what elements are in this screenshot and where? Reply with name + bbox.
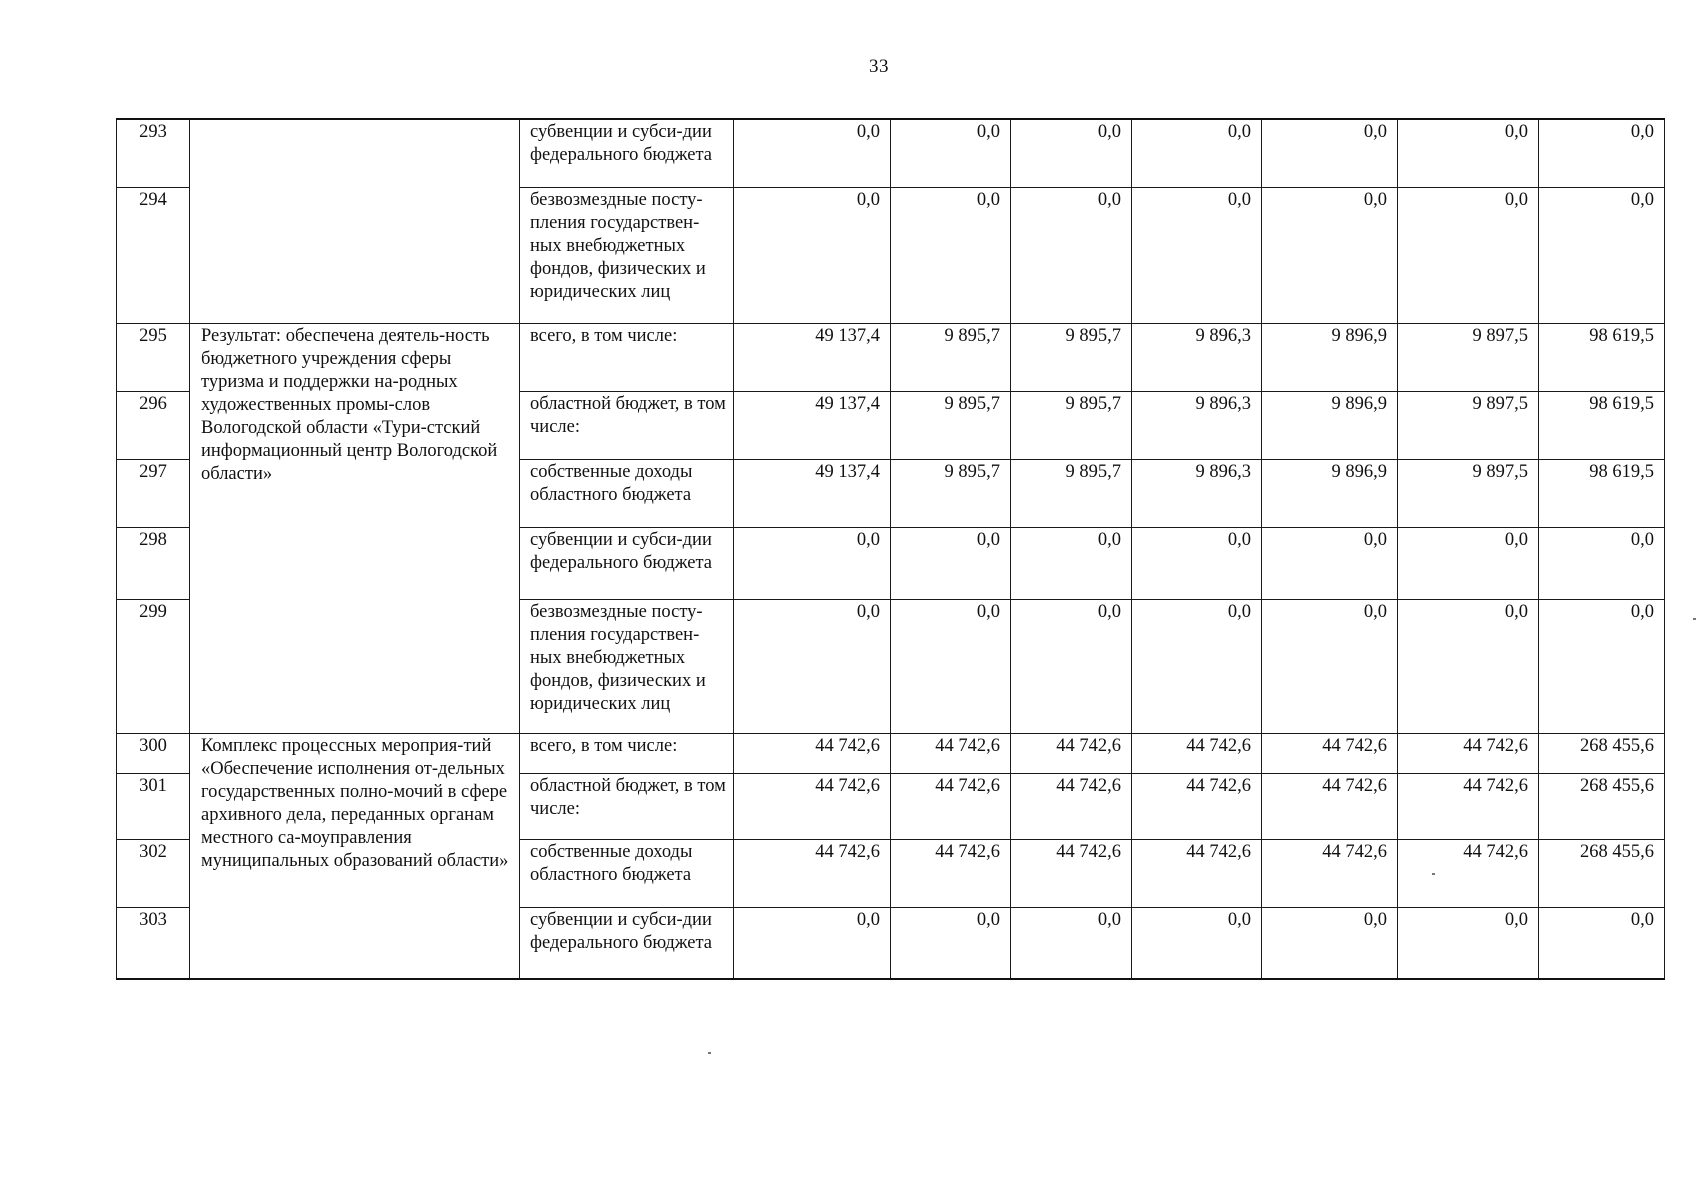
amount-cell: 0,0 [1398,527,1539,599]
amount-cell: 9 895,7 [1011,391,1132,459]
funding-source: безвозмездные посту-пления государствен-ных внебюджетных фондов, физических и юридических лиц [520,599,734,733]
row-number: 295 [117,323,190,391]
amount-cell: 0,0 [1132,907,1262,979]
amount-cell: 44 742,6 [1398,839,1539,907]
amount-cell: 49 137,4 [734,459,891,527]
amount-cell: 44 742,6 [891,733,1011,773]
scan-speck [1432,873,1435,875]
amount-cell: 9 896,3 [1132,391,1262,459]
row-description: Комплекс процессных мероприя-тий «Обеспечение исполнения от-дельных государственных полно-мочий в сфере архивного дела, переданных органам местного са-моуправления муниципальных образований области» [190,733,520,979]
amount-cell: 44 742,6 [1262,839,1398,907]
amount-cell: 0,0 [1011,599,1132,733]
row-number: 302 [117,839,190,907]
amount-cell: 0,0 [1398,119,1539,187]
amount-cell: 0,0 [1262,599,1398,733]
funding-source: субвенции и субси-дии федерального бюджета [520,907,734,979]
amount-cell: 0,0 [1262,527,1398,599]
row-number: 294 [117,187,190,323]
amount-cell: 44 742,6 [734,733,891,773]
amount-cell: 268 455,6 [1539,773,1665,839]
page-number: 33 [869,56,889,77]
amount-cell: 44 742,6 [1011,773,1132,839]
scan-speck [708,1052,711,1054]
amount-cell: 0,0 [891,527,1011,599]
amount-cell: 9 895,7 [1011,459,1132,527]
amount-cell: 0,0 [891,187,1011,323]
amount-cell: 44 742,6 [891,773,1011,839]
amount-cell: 0,0 [734,119,891,187]
row-number: 297 [117,459,190,527]
budget-table [116,118,1665,980]
amount-cell: 9 896,9 [1262,323,1398,391]
amount-cell: 9 896,3 [1132,323,1262,391]
amount-cell: 0,0 [1132,187,1262,323]
amount-cell: 0,0 [1262,907,1398,979]
amount-cell: 0,0 [1539,907,1665,979]
table-row [117,733,1665,773]
amount-cell: 9 895,7 [891,459,1011,527]
amount-cell: 98 619,5 [1539,391,1665,459]
amount-cell: 0,0 [1132,527,1262,599]
amount-cell: 44 742,6 [891,839,1011,907]
amount-cell: 0,0 [734,907,891,979]
amount-cell: 9 896,9 [1262,459,1398,527]
funding-source: субвенции и субси-дии федерального бюджета [520,119,734,187]
amount-cell: 0,0 [1398,907,1539,979]
amount-cell: 0,0 [1539,187,1665,323]
amount-cell: 44 742,6 [1262,733,1398,773]
amount-cell: 44 742,6 [734,839,891,907]
amount-cell: 268 455,6 [1539,733,1665,773]
funding-source: собственные доходы областного бюджета [520,839,734,907]
amount-cell: 98 619,5 [1539,323,1665,391]
amount-cell: 9 897,5 [1398,459,1539,527]
row-description [190,119,520,323]
amount-cell: 44 742,6 [1011,839,1132,907]
funding-source: областной бюджет, в том числе: [520,391,734,459]
table-row [117,119,1665,187]
funding-source: всего, в том числе: [520,733,734,773]
funding-source: всего, в том числе: [520,323,734,391]
row-number: 296 [117,391,190,459]
row-number: 299 [117,599,190,733]
amount-cell: 0,0 [1011,527,1132,599]
amount-cell: 0,0 [734,527,891,599]
amount-cell: 9 895,7 [891,323,1011,391]
amount-cell: 0,0 [891,119,1011,187]
row-number: 300 [117,733,190,773]
amount-cell: 44 742,6 [1132,839,1262,907]
amount-cell: 0,0 [1011,187,1132,323]
row-description: Результат: обеспечена деятель-ность бюджетного учреждения сферы туризма и поддержки на-родных художественных промы-слов Вологодской области «Тури-стский информационный центр Вологодской области» [190,323,520,733]
amount-cell: 44 742,6 [734,773,891,839]
amount-cell: 9 897,5 [1398,391,1539,459]
amount-cell: 0,0 [1132,599,1262,733]
amount-cell: 9 896,3 [1132,459,1262,527]
amount-cell: 9 895,7 [891,391,1011,459]
amount-cell: 0,0 [1011,119,1132,187]
funding-source: областной бюджет, в том числе: [520,773,734,839]
row-number: 303 [117,907,190,979]
amount-cell: 0,0 [1539,527,1665,599]
row-number: 301 [117,773,190,839]
amount-cell: 44 742,6 [1011,733,1132,773]
amount-cell: 268 455,6 [1539,839,1665,907]
row-number: 298 [117,527,190,599]
amount-cell: 0,0 [1539,119,1665,187]
amount-cell: 44 742,6 [1132,733,1262,773]
amount-cell: 44 742,6 [1262,773,1398,839]
funding-source: собственные доходы областного бюджета [520,459,734,527]
amount-cell: 9 897,5 [1398,323,1539,391]
amount-cell: 44 742,6 [1398,773,1539,839]
amount-cell: 9 896,9 [1262,391,1398,459]
amount-cell: 0,0 [1398,599,1539,733]
row-number: 293 [117,119,190,187]
amount-cell: 0,0 [891,907,1011,979]
amount-cell: 0,0 [1539,599,1665,733]
amount-cell: 49 137,4 [734,323,891,391]
amount-cell: 49 137,4 [734,391,891,459]
amount-cell: 0,0 [1132,119,1262,187]
funding-source: безвозмездные посту-пления государствен-ных внебюджетных фондов, физических и юридических лиц [520,187,734,323]
amount-cell: 0,0 [891,599,1011,733]
amount-cell: 0,0 [1398,187,1539,323]
amount-cell: 0,0 [734,599,891,733]
amount-cell: 0,0 [734,187,891,323]
amount-cell: 98 619,5 [1539,459,1665,527]
amount-cell: 44 742,6 [1132,773,1262,839]
table-row [117,323,1665,391]
amount-cell: 0,0 [1262,119,1398,187]
amount-cell: 44 742,6 [1398,733,1539,773]
funding-source: субвенции и субси-дии федерального бюджета [520,527,734,599]
amount-cell: 9 895,7 [1011,323,1132,391]
amount-cell: 0,0 [1262,187,1398,323]
amount-cell: 0,0 [1011,907,1132,979]
